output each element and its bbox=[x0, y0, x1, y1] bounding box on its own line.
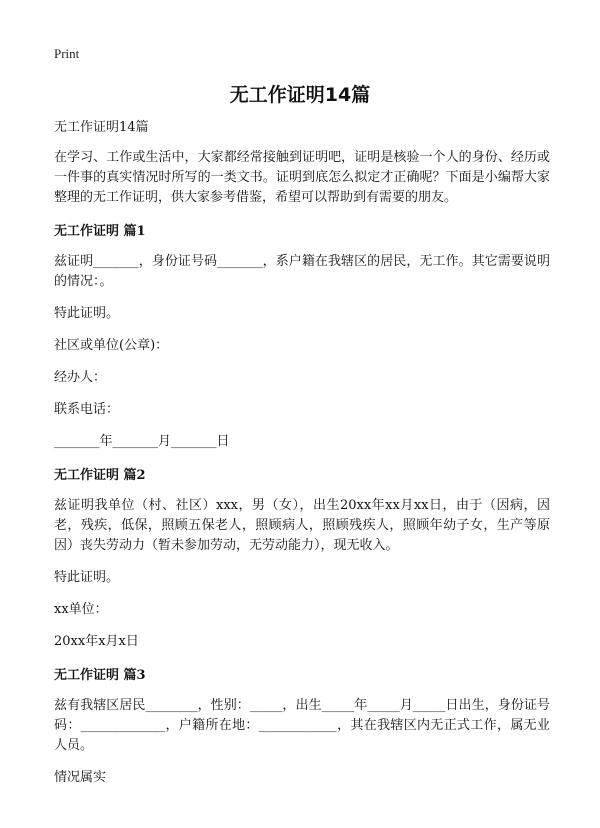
section-3-status: 情况属实 bbox=[54, 770, 107, 785]
section-2-body: 兹证明我单位（村、社区）xxx，男（女），出生20xx年xx月xx日，由于（因病，因老，残疾，低保，照顾五保老人，照顾病人，照顾残疾人，照顾年幼子女，生产等原因）丧失劳动力（暂未参加劳动，无劳动能力），现无收入。 bbox=[54, 498, 550, 553]
section-2-date: 20xx年x月x日 bbox=[54, 634, 139, 649]
document-body bbox=[54, 118, 550, 788]
intro-subtitle: 无工作证明14篇 bbox=[54, 120, 149, 135]
section-2-unit: xx单位： bbox=[54, 602, 108, 617]
section-1-special: 特此证明。 bbox=[54, 306, 120, 321]
section-2-special: 特此证明。 bbox=[54, 570, 120, 585]
section-1-date: _______年_______月_______日 bbox=[54, 434, 230, 449]
intro-paragraph: 在学习、工作或生活中，大家都经常接触到证明吧，证明是核验一个人的身份、经历或一件事的真实情况时所写的一类文书。证明到底怎么拟定才正确呢？下面是小编帮大家整理的无工作证明，供大家参考借鉴，希望可以帮助到有需要的朋友。 bbox=[54, 150, 550, 205]
section-1-phone: 联系电话： bbox=[54, 402, 120, 417]
section-1-unit: 社区或单位(公章)： bbox=[54, 338, 169, 353]
section-3-body: 兹有我辖区居民________，性别：_____，出生_____年_____月_____日出生，身份证号码：_____________，户籍所在地：____________，其在我辖区内无正式工作，属无业人员。 bbox=[54, 698, 550, 753]
document-title: 无工作证明14篇 bbox=[229, 84, 371, 106]
section-3-heading: 无工作证明 篇3 bbox=[54, 668, 146, 683]
section-1-handler: 经办人： bbox=[54, 370, 107, 385]
section-1-body: 兹证明_______，身份证号码_______，系户籍在我辖区的居民，无工作。其它需要说明的情况：。 bbox=[54, 254, 550, 289]
section-1-heading: 无工作证明 篇1 bbox=[54, 224, 146, 239]
section-2-heading: 无工作证明 篇2 bbox=[54, 468, 146, 483]
print-label: Print bbox=[54, 46, 80, 61]
